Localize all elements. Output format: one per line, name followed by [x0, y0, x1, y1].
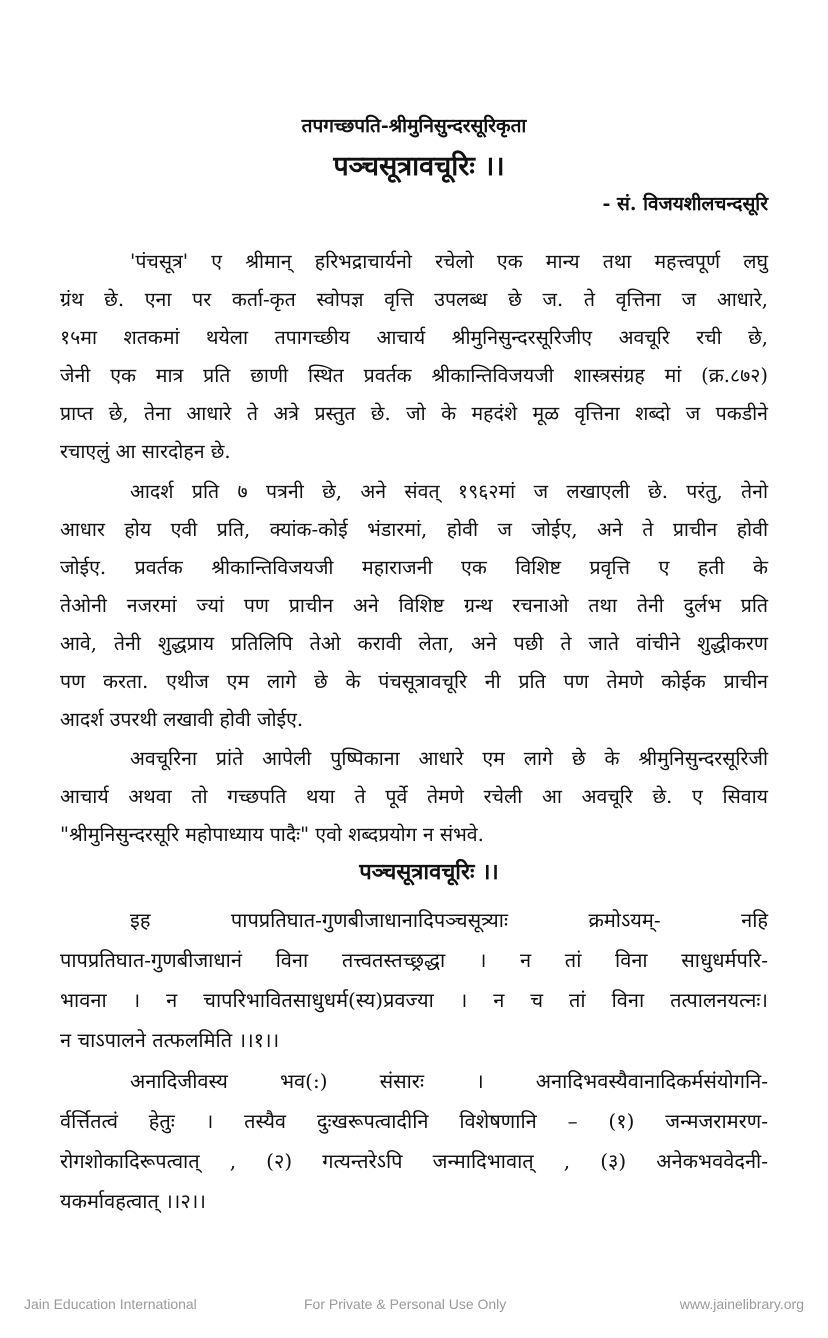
text-line: जोईए. प्रवर्तक श्रीकान्तिविजयजी महाराजनी एक विशिष्ट प्रवृत्ति ए हती के — [60, 556, 768, 579]
text-line: रचाएलुं आ सारदोहन छे. — [60, 440, 231, 463]
text-line: अनादिजीवस्य भव(:) संसारः । अनादिभवस्यैवानादिकर्मसंयोगनि- — [130, 1069, 768, 1093]
text-line: रोगशोकादिरूपत्वात् , (२) गत्यन्तरेऽपि जन्मादिभावात् , (३) अनेकभववेदनी- — [60, 1149, 768, 1173]
footer-website-link[interactable]: www.jainelibrary.org — [679, 1296, 804, 1312]
editor-credit: - सं. विजयशीलचन्दसूरि — [602, 193, 768, 215]
text-line: आवे, तेनी शुद्धप्राय प्रतिलिपि तेओ करावी लेता, अने पछी ते जाते वांचीने शुद्धीकरण — [60, 632, 768, 655]
text-line: र्वर्त्तितत्वं हेतुः । तस्यैव दुःखरूपत्वादीनि विशेषणानि – (१) जन्मजरामरण- — [60, 1109, 768, 1133]
footer-usage-notice: For Private & Personal Use Only — [304, 1296, 507, 1312]
text-line: आदर्श उपरथी लखावी होवी जोईए. — [60, 708, 304, 731]
text-line: अवचूरिना प्रांते आपेली पुष्पिकाना आधारे एम लागे छे के श्रीमुनिसुन्दरसूरिजी — [130, 747, 768, 770]
text-line: "श्रीमुनिसुन्दरसूरि महोपाध्याय पादैः" एवो शब्दप्रयोग न संभवे. — [60, 823, 484, 846]
text-line: यकर्मावहत्वात् ।।२।। — [60, 1189, 206, 1213]
text-line: इह पापप्रतिघात-गुणबीजाधानादिपञ्चसूत्र्याः क्रमोऽयम्- नहि — [130, 908, 768, 932]
text-line: तेओनी नजरमां ज्यां पण प्राचीन अने विशिष्ट ग्रन्थ रचनाओ तथा तेनी दुर्लभ प्रति — [60, 594, 768, 617]
text-line: आचार्य अथवा तो गच्छपति थया ते पूर्वे तेमणे रचेली आ अवचूरि छे. ए सिवाय — [60, 785, 768, 808]
section-title: पञ्चसूत्रावचूरिः ।। — [359, 859, 499, 885]
header-subtitle: तपगच्छपति-श्रीमुनिसुन्दरसूरिकृता — [301, 115, 527, 137]
text-line: आधार होय एवी प्रति, क्यांक-कोई भंडारमां, होवी ज जोईए, अने ते प्राचीन होवी — [60, 518, 768, 541]
text-line: आदर्श प्रति ७ पत्रनी छे, अने संवत् १९६२मां ज लखाएली छे. परंतु, तेनो — [130, 480, 768, 503]
footer-publisher: Jain Education International — [24, 1296, 197, 1312]
page-title: पञ्चसूत्रावचूरिः ।। — [333, 151, 505, 182]
text-line: पापप्रतिघात-गुणबीजाधानं विना तत्त्वतस्तच्छ्रद्धा । न तां विना साधुधर्मपरि- — [60, 948, 768, 972]
text-line: जेनी एक मात्र प्रति छाणी स्थित प्रवर्तक श्रीकान्तिविजयजी शास्त्रसंग्रह मां (क्र.८७२) — [60, 364, 768, 387]
text-line: प्राप्त छे, तेना आधारे ते अत्रे प्रस्तुत छे. जो के महदंशे मूळ वृत्तिना शब्दो ज पकडीने — [60, 402, 768, 425]
text-line: न चाऽपालने तत्फलमिति ।।१।। — [60, 1028, 280, 1052]
text-line: 'पंचसूत्र' ए श्रीमान् हरिभद्राचार्यनो रचेलो एक मान्य तथा महत्त्वपूर्ण लघु — [130, 250, 768, 273]
text-line: ग्रंथ छे. एना पर कर्ता-कृत स्वोपज्ञ वृत्ति उपलब्ध छे ज. ते वृत्तिना ज आधारे, — [60, 288, 768, 311]
text-line: १५मा शतकमां थयेला तपागच्छीय आचार्य श्रीमुनिसुन्दरसूरिजीए अवचूरि रची छे, — [60, 326, 768, 349]
text-line: पण करता. एथीज एम लागे छे के पंचसूत्रावचूरि नी प्रति पण तेमणे कोईक प्राचीन — [60, 670, 768, 693]
text-line: भावना । न चापरिभावितसाधुधर्म(स्य)प्रवज्या । न च तां विना तत्पालनयत्नः। — [60, 988, 768, 1012]
